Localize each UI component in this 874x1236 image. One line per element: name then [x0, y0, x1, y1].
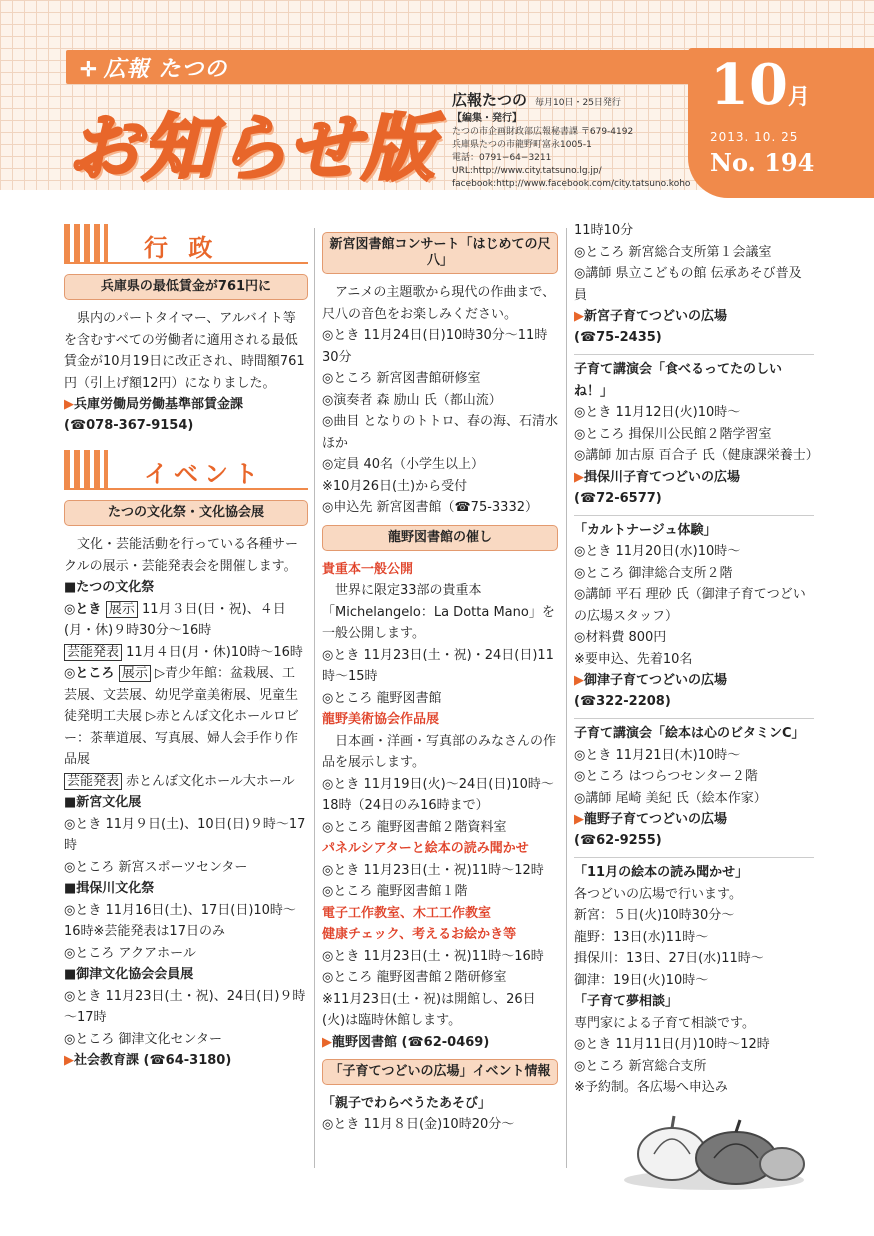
detail-line [64, 642, 308, 664]
detail-line: ※10月26日(土)から受付 [322, 478, 468, 494]
info-edit: 【編集・発行】 [452, 113, 522, 124]
contact-reference [574, 809, 814, 830]
boxed-tag: 芸能発表 [64, 644, 122, 661]
detail-line: ◎ところ アクアホール [64, 945, 196, 961]
detail-line: ◎定員 40名（小学生以上） [322, 457, 485, 472]
detail-line: ◎ところ 新宮総合支所 [574, 1058, 707, 1074]
divider [574, 857, 814, 858]
value: 11月４日(月・休)10時～16時 [122, 644, 303, 660]
detail-line: ◎とき 11月21日(木)10時～ [574, 747, 741, 763]
topic-heading: 兵庫県の最低賃金が761円に [64, 274, 308, 300]
event-heading: 貴重本一般公開 [322, 561, 414, 577]
triangle-icon: ▶ [574, 469, 584, 485]
detail-line: ◎ところ 新宮スポーツセンター [64, 859, 248, 875]
info-line: 兵庫県たつの市龍野町富永1005-1 [452, 140, 592, 150]
detail-line: ◎とき 11月23日(土・祝)11時～16時 [322, 948, 544, 964]
issue-date: 2013. 10. 25 [710, 130, 799, 144]
subheading: ■新宮文化展 [64, 795, 142, 810]
column-divider [314, 228, 315, 1168]
triangle-icon: ▶ [574, 812, 584, 827]
detail-line: ※予約制。各広場へ申込み [574, 1080, 728, 1095]
issue-date-box [688, 48, 874, 198]
detail-line: ◎講師 県立こどもの館 伝承あそび普及員 [574, 266, 802, 303]
divider [574, 354, 814, 355]
value: 赤とんぼ文化ホール大ホール [122, 773, 295, 789]
topic-heading: 龍野図書館の催し [322, 525, 558, 551]
event-heading: パネルシアターと絵本の読み聞かせ [322, 841, 529, 856]
topic-heading: たつの文化祭・文化協会展 [64, 500, 308, 526]
boxed-tag: 展示 [106, 601, 138, 618]
detail-line [64, 663, 308, 771]
contact-name: 御津子育てつどいの広場 [584, 673, 728, 688]
boxed-tag: 芸能発表 [64, 773, 122, 790]
event-title: 「子育て夢相談」 [574, 994, 679, 1009]
pumpkin-illustration [614, 1094, 814, 1194]
detail-line: ◎曲目 となりのトトロ、春の海、石清水 ほか [322, 414, 558, 451]
detail-line: ◎ところ 龍野図書館１階 [322, 884, 468, 899]
triangle-icon: ▶ [322, 1034, 332, 1050]
contact-name: 龍野子育てつどいの広場 [584, 812, 728, 827]
article-body: 県内のパートタイマー、アルバイト等を含むすべての労働者に適用される最低賃金が10月19日に改正され、時間額761円（引上げ額12円）になりました。 [64, 311, 305, 391]
detail-line: ◎とき 11月12日(火)10時～ [574, 405, 741, 420]
value: 11月３日(日・祝)、４日(月・休)９時30分～16時 [64, 601, 286, 638]
info-line: 電話：0791−64−3211 [452, 153, 552, 163]
article-body: 日本画・洋画・写真部のみなさんの作品を展示します。 [322, 733, 557, 770]
contact-tel: (☎64-3180) [143, 1053, 232, 1068]
month-number: 10 [710, 52, 788, 118]
detail-line: ◎ところ 新宮総合支所第１会議室 [574, 244, 772, 260]
detail-line: ◎とき 11月11日(月)10時～12時 [574, 1037, 770, 1052]
detail-line: ◎とき 11月９日(土)、10日(日)９時～17時 [64, 816, 306, 853]
detail-line: ◎ところ 龍野図書館２階研修室 [322, 970, 507, 985]
publisher-info [452, 91, 692, 191]
detail-line: ◎とき 11月23日(土・祝)・24日(日)11時～15時 [322, 647, 554, 684]
article-body: 文化・芸能活動を行っている各種サークルの展示・芸能発表会を開催します。 [64, 537, 299, 574]
contact-reference [64, 1050, 308, 1071]
event-title: 「カルトナージュ体験」 [574, 522, 717, 538]
contact-name: 兵庫労働局労働基準部賃金課 [74, 397, 244, 412]
detail-line: ◎とき 11月23日(土・祝)、24日(日)９時～17時 [64, 988, 306, 1025]
contact-name: 新宮子育てつどいの広場 [584, 309, 728, 324]
column-divider [566, 228, 567, 1168]
detail-line: ◎材料費 800円 [574, 630, 667, 645]
detail-line: ◎ところ 新宮図書館研修室 [322, 371, 481, 386]
detail-line: 御津：19日(火)10時～ [574, 972, 709, 988]
contact-reference [574, 306, 814, 327]
detail-line: ◎講師 尾崎 美紀 氏（絵本作家） [574, 790, 767, 806]
triangle-icon: ▶ [574, 309, 584, 324]
contact-tel: (☎078-367-9154) [64, 418, 194, 433]
detail-line: 新宮：５日(火)10時30分～ [574, 908, 735, 923]
contact-reference [574, 467, 814, 488]
column-2 [322, 220, 558, 1136]
contact-name: 揖保川子育てつどいの広場 [584, 469, 741, 485]
topic-heading: 新宮図書館コンサート「はじめての尺八」 [322, 232, 558, 274]
info-line: URL:http://www.city.tatsuno.lg.jp/ [452, 166, 602, 176]
label: ◎ところ [64, 666, 119, 681]
detail-line: ◎ところ 龍野図書館 [322, 690, 442, 706]
subheading: ■揖保川文化祭 [64, 881, 155, 896]
detail-line: ◎ところ はつらつセンター２階 [574, 769, 758, 784]
triangle-icon: ▶ [64, 1053, 74, 1068]
info-title: 広報たつの [452, 91, 528, 109]
info-line: facebook:http://www.facebook.com/city.tatsuno.koho [452, 179, 691, 189]
subheading: ■たつの文化祭 [64, 580, 155, 595]
section-title: イベント [144, 460, 264, 488]
detail-line: ◎とき 11月24日(日)10時30分～11時30分 [322, 328, 548, 365]
detail-line: 11時10分 [574, 223, 634, 238]
section-heading-event [64, 450, 308, 490]
article-body: 世界に限定33部の貴重本「Michelangelo：La Dotta Mano」を一般公開します。 [322, 583, 555, 641]
contact-tel: (☎62-9255) [574, 833, 662, 848]
info-frequency: 毎月10日・25日発行 [535, 98, 621, 108]
brand-mark-icon: ✛ [80, 57, 98, 81]
detail-line: ◎ところ 龍野図書館２階資料室 [322, 819, 507, 835]
detail-line: ※要申込、先着10名 [574, 651, 693, 667]
event-heading: 電子工作教室、木工工作教室 [322, 905, 492, 921]
detail-line: 揖保川：13日、27日(水)11時～ [574, 951, 764, 966]
contact-name: 社会教育課 [74, 1053, 140, 1068]
divider [574, 718, 814, 719]
contact-tel: (☎72-6577) [574, 490, 662, 506]
issue-number: No. 194 [710, 148, 815, 177]
label: ◎とき [64, 601, 106, 617]
divider [574, 515, 814, 516]
event-heading: 健康チェック、考えるお絵かき等 [322, 927, 517, 942]
event-title: 「11月の絵本の読み聞かせ」 [574, 865, 749, 880]
column-3 [574, 220, 819, 1099]
detail-line: ◎ところ 揖保川公民館２階学習室 [574, 426, 772, 442]
value: ▷青少年館：盆栽展、工芸展、文芸展、幼児学童美術展、児童生徒発明工夫展 ▷赤とんぼ文化ホールロビー：茶華道展、写真展、婦人会手作り作品展 [64, 666, 299, 767]
contact-tel: (☎322-2208) [574, 694, 671, 709]
topic-heading: 「子育てつどいの広場」イベント情報 [322, 1059, 558, 1085]
detail-line [64, 771, 308, 793]
contact-reference [322, 1032, 558, 1053]
event-heading: 龍野美術協会作品展 [322, 712, 440, 727]
detail-line: ◎講師 平石 理砂 氏（御津子育てつどいの広場スタッフ） [574, 587, 806, 624]
detail-line: 専門家による子育て相談です。 [574, 1015, 755, 1031]
info-line: たつの市企画財政部広報秘書課 〒679-4192 [452, 127, 634, 137]
detail-line: ◎とき 11月19日(火)～24日(日)10時～18時（24日のみ16時まで） [322, 776, 554, 813]
month-unit: 月 [787, 84, 810, 110]
event-title: 子育て講演会「絵本は心のビタミンC」 [574, 726, 805, 741]
event-title: 子育て講演会「食べるってたのしいね！」 [574, 362, 783, 399]
column-1 [64, 220, 308, 1071]
contact-reference [64, 394, 308, 415]
boxed-tag: 展示 [119, 665, 151, 682]
detail-line: ※11月23日(土・祝)は開館し、26日(火)は臨時休館します。 [322, 991, 536, 1028]
contact-tel: (☎75-2435) [574, 330, 662, 345]
detail-line: ◎とき 11月８日(金)10時20分～ [322, 1117, 515, 1132]
contact-reference [574, 670, 814, 691]
detail-line [64, 599, 308, 642]
detail-line: 龍野：13日(水)11時～ [574, 929, 709, 945]
event-title: 「親子でわらべうたあそび」 [322, 1095, 492, 1111]
detail-line: ◎とき 11月16日(土)、17日(日)10時～16時※芸能発表は17日のみ [64, 902, 296, 939]
triangle-icon: ▶ [574, 673, 584, 688]
detail-line: ◎講師 加古原 百合子 氏（健康課栄養士） [574, 448, 819, 463]
subheading: ■御津文化協会会員展 [64, 967, 194, 982]
brand-text: 広報 たつの [103, 56, 228, 82]
main-title: お知らせ版 [68, 105, 436, 190]
detail-line: ◎演奏者 森 励山 氏（都山流） [322, 392, 502, 408]
detail-line: ◎申込先 新宮図書館（☎75-3332） [322, 500, 538, 515]
detail-line: ◎ところ 御津総合支所２階 [574, 565, 733, 581]
article-body: アニメの主題歌から現代の作曲まで、尺八の音色をお楽しみください。 [322, 285, 556, 322]
triangle-icon: ▶ [64, 397, 74, 412]
detail-line: ◎とき 11月20日(水)10時～ [574, 544, 741, 559]
brand-logo [80, 52, 227, 83]
contact-name: 龍野図書館 [332, 1034, 398, 1050]
section-heading-gyosei [64, 224, 308, 264]
detail-line: 各つどいの広場で行います。 [574, 886, 742, 902]
issue-month [710, 54, 874, 128]
section-title: 行 政 [144, 234, 219, 262]
detail-line: ◎ところ 御津文化センター [64, 1031, 222, 1047]
detail-line: ◎とき 11月23日(土・祝)11時～12時 [322, 862, 544, 878]
contact-tel: (☎62-0469) [401, 1034, 490, 1050]
